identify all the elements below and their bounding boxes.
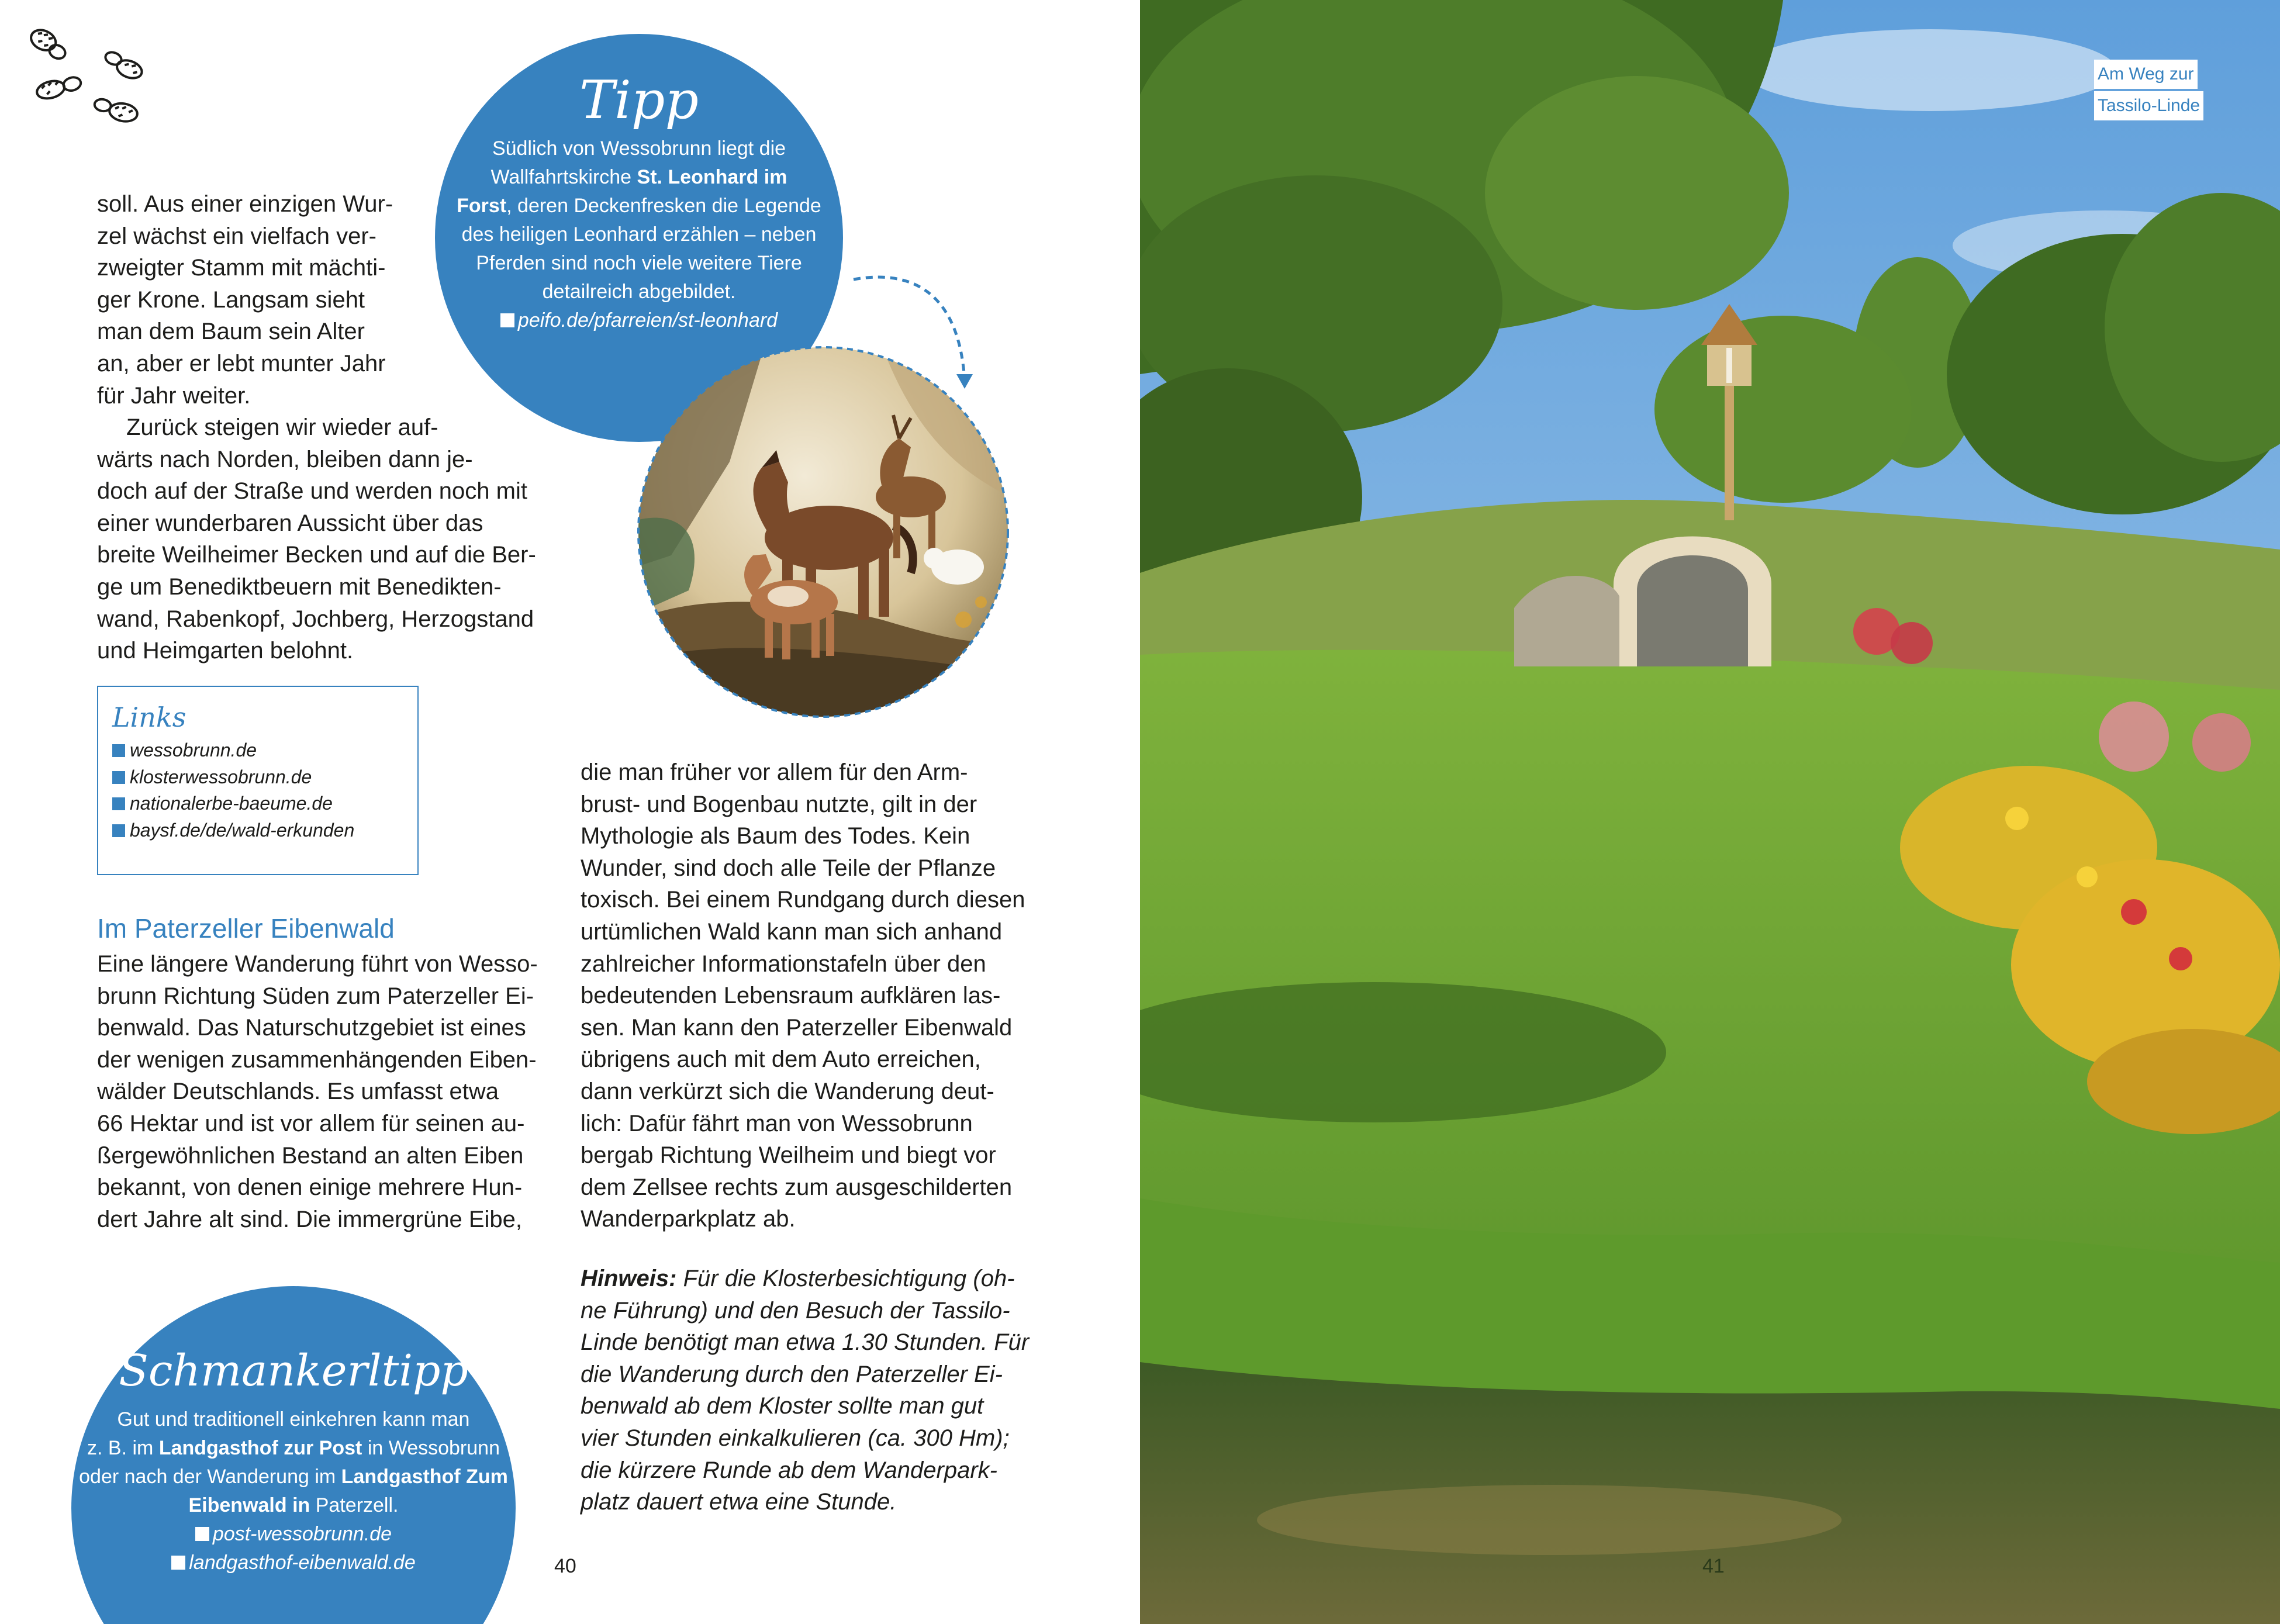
- fresco-horses-image: [636, 345, 1010, 719]
- text-line: vier Stunden einkalkulieren (ca. 300 Hm);: [581, 1425, 1010, 1451]
- schmankerl-title: Schmankerltipp: [119, 1346, 468, 1396]
- text-line: brust- und Bogenbau nutzte, gilt in der: [581, 791, 977, 817]
- bullet-square-icon: [112, 771, 125, 784]
- schmankerl-text-fragment: Paterzell.: [310, 1494, 399, 1516]
- tipp-text: [435, 134, 843, 335]
- text-line: wälder Deutschlands. Es umfasst etwa: [97, 1079, 499, 1105]
- right-page: [1140, 0, 2280, 1624]
- text-line: urtümlichen Wald kann man sich anhand: [581, 918, 1003, 945]
- text-line: bedeutenden Lebensraum aufklären las-: [581, 983, 1001, 1009]
- link-item[interactable]: [112, 790, 417, 817]
- links-box: [97, 686, 419, 875]
- paragraph-eibenwald: [97, 948, 565, 1235]
- text-line: ne Führung) und den Besuch der Tassilo-: [581, 1297, 1010, 1324]
- text-line: 66 Hektar und ist vor allem für seinen au-: [97, 1110, 525, 1136]
- text-line: platz dauert etwa eine Stunde.: [581, 1489, 897, 1515]
- hinweis-note: [581, 1263, 1048, 1518]
- link-text: nationalerbe-baeume.de: [130, 793, 333, 814]
- paragraph-return: [97, 412, 571, 667]
- schmankerl-line: [71, 1434, 516, 1463]
- tipp-line: Südlich von Wessobrunn liegt die: [492, 137, 786, 160]
- text-line: dert Jahre alt sind. Die immergrüne Eibe,: [97, 1206, 522, 1232]
- text-line: übrigens auch mit dem Auto erreichen,: [581, 1046, 981, 1073]
- tipp-line: des heiligen Leonhard erzählen – neben: [461, 223, 817, 246]
- text-line: der wenigen zusammenhängenden Eiben-: [97, 1046, 537, 1073]
- text-line: einer wunderbaren Aussicht über das: [97, 510, 483, 536]
- text-line: die kürzere Runde ab dem Wanderpark-: [581, 1457, 997, 1483]
- text-line: zweigter Stamm mit mächti-: [97, 255, 386, 281]
- link-text: klosterwessobrunn.de: [130, 766, 312, 787]
- text-line: ger Krone. Langsam sieht: [97, 286, 365, 313]
- text-line: zahlreicher Informationstafeln über den: [581, 951, 986, 977]
- text-line: an, aber er lebt munter Jahr: [97, 350, 386, 376]
- link-text: wessobrunn.de: [130, 740, 257, 761]
- text-line: soll. Aus einer einzigen Wur-: [97, 191, 393, 217]
- schmankerl-text: [71, 1405, 516, 1577]
- text-line: man dem Baum sein Alter: [97, 319, 365, 345]
- hinweis-text: Für die Klosterbesichtigung (oh-: [676, 1266, 1015, 1291]
- tipp-line: detailreich abgebildet.: [542, 281, 736, 303]
- bullet-square-icon: [500, 313, 514, 327]
- text-line: die man früher vor allem für den Arm-: [581, 759, 968, 785]
- link-item[interactable]: [112, 764, 417, 791]
- schmankerl-link-text: landgasthof-eibenwald.de: [189, 1552, 416, 1574]
- text-line: die Wanderung durch den Paterzeller Ei-: [581, 1361, 1003, 1387]
- text-line: lich: Dafür fährt man von Wessobrunn: [581, 1110, 973, 1136]
- tipp-text-bold: Forst: [457, 195, 507, 217]
- bullet-square-icon: [112, 744, 125, 757]
- links-list: [112, 737, 417, 844]
- text-line: brunn Richtung Süden zum Paterzeller Ei-: [97, 983, 534, 1009]
- text-line: ge um Benediktbeuern mit Benedikten-: [97, 573, 502, 600]
- schmankerl-text-fragment: in Wessobrunn: [362, 1437, 500, 1459]
- photo-caption: [2094, 60, 2200, 120]
- bullet-square-icon: [171, 1556, 185, 1570]
- schmankerl-line: [71, 1463, 516, 1491]
- hinweis-label: Hinweis:: [581, 1266, 677, 1291]
- tipp-link[interactable]: [435, 306, 843, 335]
- text-line: doch auf der Straße und werden noch mit: [97, 478, 527, 505]
- tipp-text-bold: St. Leonhard im: [637, 166, 787, 188]
- schmankerl-bubble: [71, 1286, 516, 1624]
- text-line: breite Weilheimer Becken und auf die Ber-: [97, 542, 536, 568]
- page-number-left: 40: [554, 1555, 576, 1577]
- schmankerl-text-bold: Landgasthof Zum: [341, 1466, 508, 1488]
- text-line: Zurück steigen wir wieder auf-: [126, 414, 438, 440]
- text-line: benwald ab dem Kloster sollte man gut: [581, 1393, 984, 1419]
- section-heading: Im Paterzeller Eibenwald: [97, 913, 395, 944]
- paragraph-tree: [97, 188, 401, 412]
- text-line: sen. Man kann den Paterzeller Eibenwald: [581, 1014, 1013, 1041]
- text-line: ßergewöhnlichen Bestand an alten Eiben: [97, 1142, 524, 1169]
- bullet-square-icon: [112, 824, 125, 837]
- text-line: Mythologie als Baum des Todes. Kein: [581, 823, 970, 849]
- text-line: und Heimgarten belohnt.: [97, 638, 354, 664]
- bullet-square-icon: [195, 1527, 209, 1541]
- caption-line: Am Weg zur: [2094, 60, 2198, 89]
- schmankerl-text-fragment: oder nach der Wanderung im: [79, 1466, 341, 1488]
- text-line: toxisch. Bei einem Rundgang durch diesen: [581, 887, 1025, 913]
- text-line: [581, 1263, 1048, 1295]
- footprints-icon: [23, 12, 193, 129]
- text-line: dann verkürzt sich die Wanderung deut-: [581, 1078, 994, 1104]
- schmankerl-text-bold: Landgasthof zur Post: [158, 1437, 362, 1459]
- schmankerl-line: Gut und traditionell einkehren kann man: [117, 1408, 470, 1430]
- tipp-title: Tipp: [579, 70, 699, 131]
- schmankerl-link[interactable]: [71, 1549, 516, 1577]
- text-line: bekannt, von denen einige mehrere Hun-: [97, 1174, 523, 1201]
- tipp-line: Pferden sind noch viele weitere Tiere: [476, 252, 802, 274]
- text-line: benwald. Das Naturschutzgebiet ist eines: [97, 1015, 526, 1041]
- caption-line: Tassilo-Linde: [2094, 91, 2203, 120]
- bullet-square-icon: [112, 797, 125, 810]
- text-line: Linde benötigt man etwa 1.30 Stunden. Für: [581, 1329, 1030, 1356]
- schmankerl-link[interactable]: [71, 1520, 516, 1549]
- link-text: baysf.de/de/wald-erkunden: [130, 819, 355, 841]
- tipp-text-fragment: Wallfahrtskirche: [490, 166, 637, 188]
- page-number-right: 41: [1702, 1555, 1725, 1577]
- schmankerl-line: [71, 1491, 516, 1520]
- text-line: wärts nach Norden, bleiben dann je-: [97, 446, 473, 472]
- text-line: bergab Richtung Weilheim und biegt vor: [581, 1142, 996, 1169]
- text-line: Wunder, sind doch alle Teile der Pflanze: [581, 855, 996, 881]
- text-line: Wanderparkplatz ab.: [581, 1206, 796, 1232]
- schmankerl-text-bold: Eibenwald in: [188, 1494, 310, 1516]
- text-line: für Jahr weiter.: [97, 382, 251, 409]
- schmankerl-link-text: post-wessobrunn.de: [212, 1523, 392, 1545]
- paragraph-column-2: [581, 756, 1048, 1235]
- tipp-line: [435, 192, 843, 220]
- text-line: zel wächst ein vielfach ver-: [97, 223, 376, 249]
- tipp-link-text: peifo.de/pfarreien/st-leonhard: [517, 309, 778, 331]
- link-item[interactable]: [112, 817, 417, 844]
- meadow-shrine-photo: [1140, 0, 2280, 1624]
- text-line: dem Zellsee rechts zum ausgeschilderten: [581, 1174, 1013, 1200]
- text-line: wand, Rabenkopf, Jochberg, Herzogstand: [97, 606, 534, 632]
- tipp-line: [435, 163, 843, 192]
- schmankerl-text-fragment: z. B. im: [87, 1437, 159, 1459]
- links-title: Links: [112, 702, 186, 733]
- tipp-text-fragment: , deren Deckenfresken die Legende: [506, 195, 821, 217]
- link-item[interactable]: [112, 737, 417, 764]
- text-line: Eine längere Wanderung führt von Wesso-: [97, 951, 538, 977]
